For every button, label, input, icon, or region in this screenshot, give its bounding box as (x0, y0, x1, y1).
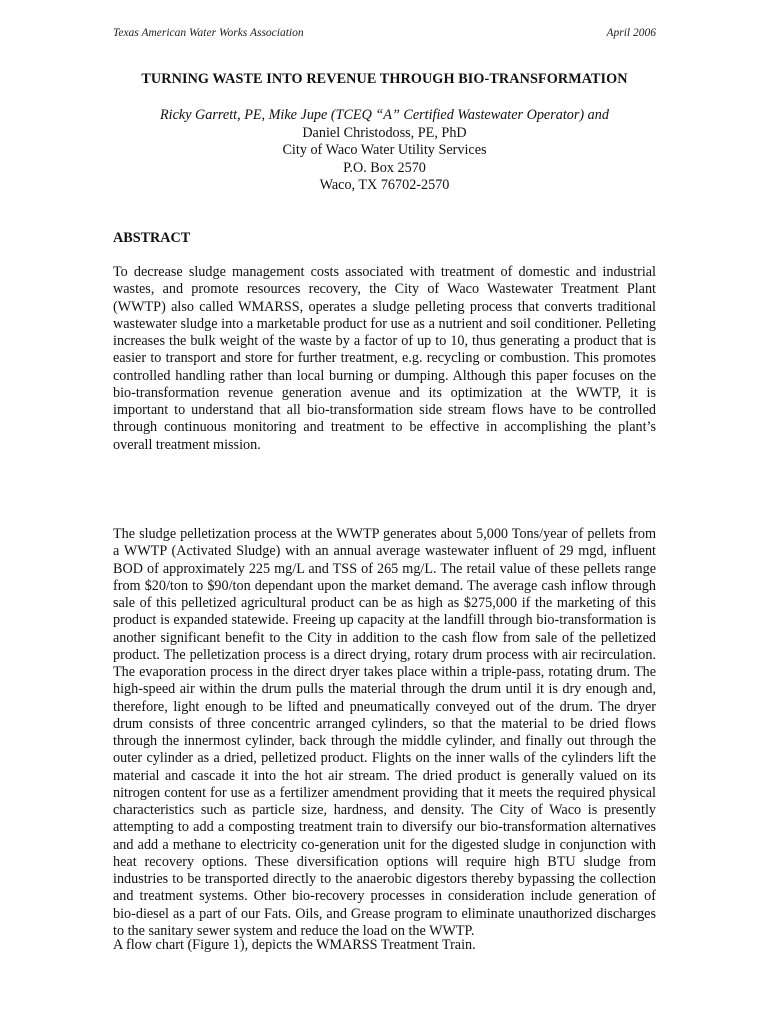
affiliation-line: City of Waco Water Utility Services (282, 142, 487, 159)
paper-title: TURNING WASTE INTO REVENUE THROUGH BIO-TRANSFORMATION (141, 71, 628, 87)
author-block (113, 107, 656, 195)
address-line: P.O. Box 2570 (343, 159, 426, 176)
author-line: Daniel Christodoss, PE, PhD (302, 124, 467, 141)
header-date: April 2006 (606, 27, 656, 39)
address-line: Waco, TX 76702-2570 (319, 177, 450, 194)
abstract-heading: ABSTRACT (113, 230, 191, 246)
abstract-paragraph: A flow chart (Figure 1), depicts the WMARSS Treatment Train. (113, 937, 476, 953)
abstract-paragraph: To decrease sludge management costs associated with treatment of domestic and industrial wastes, and promote resources recovery, the City of Waco Wastewater Treatment Plant (WWTP) also called WMARSS, operates a sludge pelleting process that converts traditional wastewater sludge into a marketable product for use as a nutrient and soil conditioner. Pelleting increases the bulk weight of the waste by a factor of up to 10, thus generating a product that is easier to transport and store for further treatment, e.g. recycling or combustion. This promotes controlled handling rather than local burning or dumping. Although this paper focuses on the bio-transformation revenue generation avenue and its optimization at the WWTP, it is important to understand that all bio-transformation side stream flows have to be controlled through continuous monitoring and treatment to be effective in accomplishing the plant’s overall treatment mission. (113, 264, 656, 453)
running-header (113, 27, 656, 39)
author-line: Ricky Garrett, PE, Mike Jupe (TCEQ “A” Certified Wastewater Operator) and (160, 107, 609, 123)
abstract-paragraph: The sludge pelletization process at the WWTP generates about 5,000 Tons/year of pellets from a WWTP (Activated Sludge) with an annual average wastewater influent of 29 mgd, influent BOD of approximately 225 mg/L and TSS of 265 mg/L. The retail value of these pellets range from $20/ton to $90/ton dependant upon the market demand. The average cash inflow through sale of this pelletized agricultural product can be as high as $275,000 if the marketing of this product is expanded statewide. Freeing up capacity at the landfill through bio-transformation is another significant benefit to the City in addition to the cash flow from sale of the pelletized product. The pelletization process is a direct drying, rotary drum process with air recirculation. The evaporation process in the direct dryer takes place within a triple-pass, rotating drum. The high-speed air within the drum pulls the material through the drum until it is dry enough and, therefore, light enough to be lifted and pneumatically conveyed out of the drum. The dryer drum consists of three concentric arranged cylinders, so that the material to be dried flows through the innermost cylinder, back through the middle cylinder, and finally out through the outer cylinder as a dried, pelletized product. Flights on the inner walls of the cylinders lift the material and cascade it into the hot air stream. The dried product is generally valued on its nitrogen content for use as a fertilizer amendment providing that it meets the required physical characteristics such as particle size, hardness, and density. The City of Waco is presently attempting to add a composting treatment train to diversify our bio-transformation alternatives and add a methane to electricity co-generation unit for the digested sludge in conjunction with heat recovery options. These diversification options will require high BTU sludge from industries to be transported directly to the anaerobic digestors thereby bypassing the collection and treatment systems. Other bio-recovery processes in consideration include generation of bio-diesel as a part of our Fats. Oils, and Grease program to eliminate unauthorized discharges to the sanitary sewer system and reduce the load on the WWTP. (113, 526, 656, 939)
header-organization: Texas American Water Works Association (113, 27, 304, 39)
